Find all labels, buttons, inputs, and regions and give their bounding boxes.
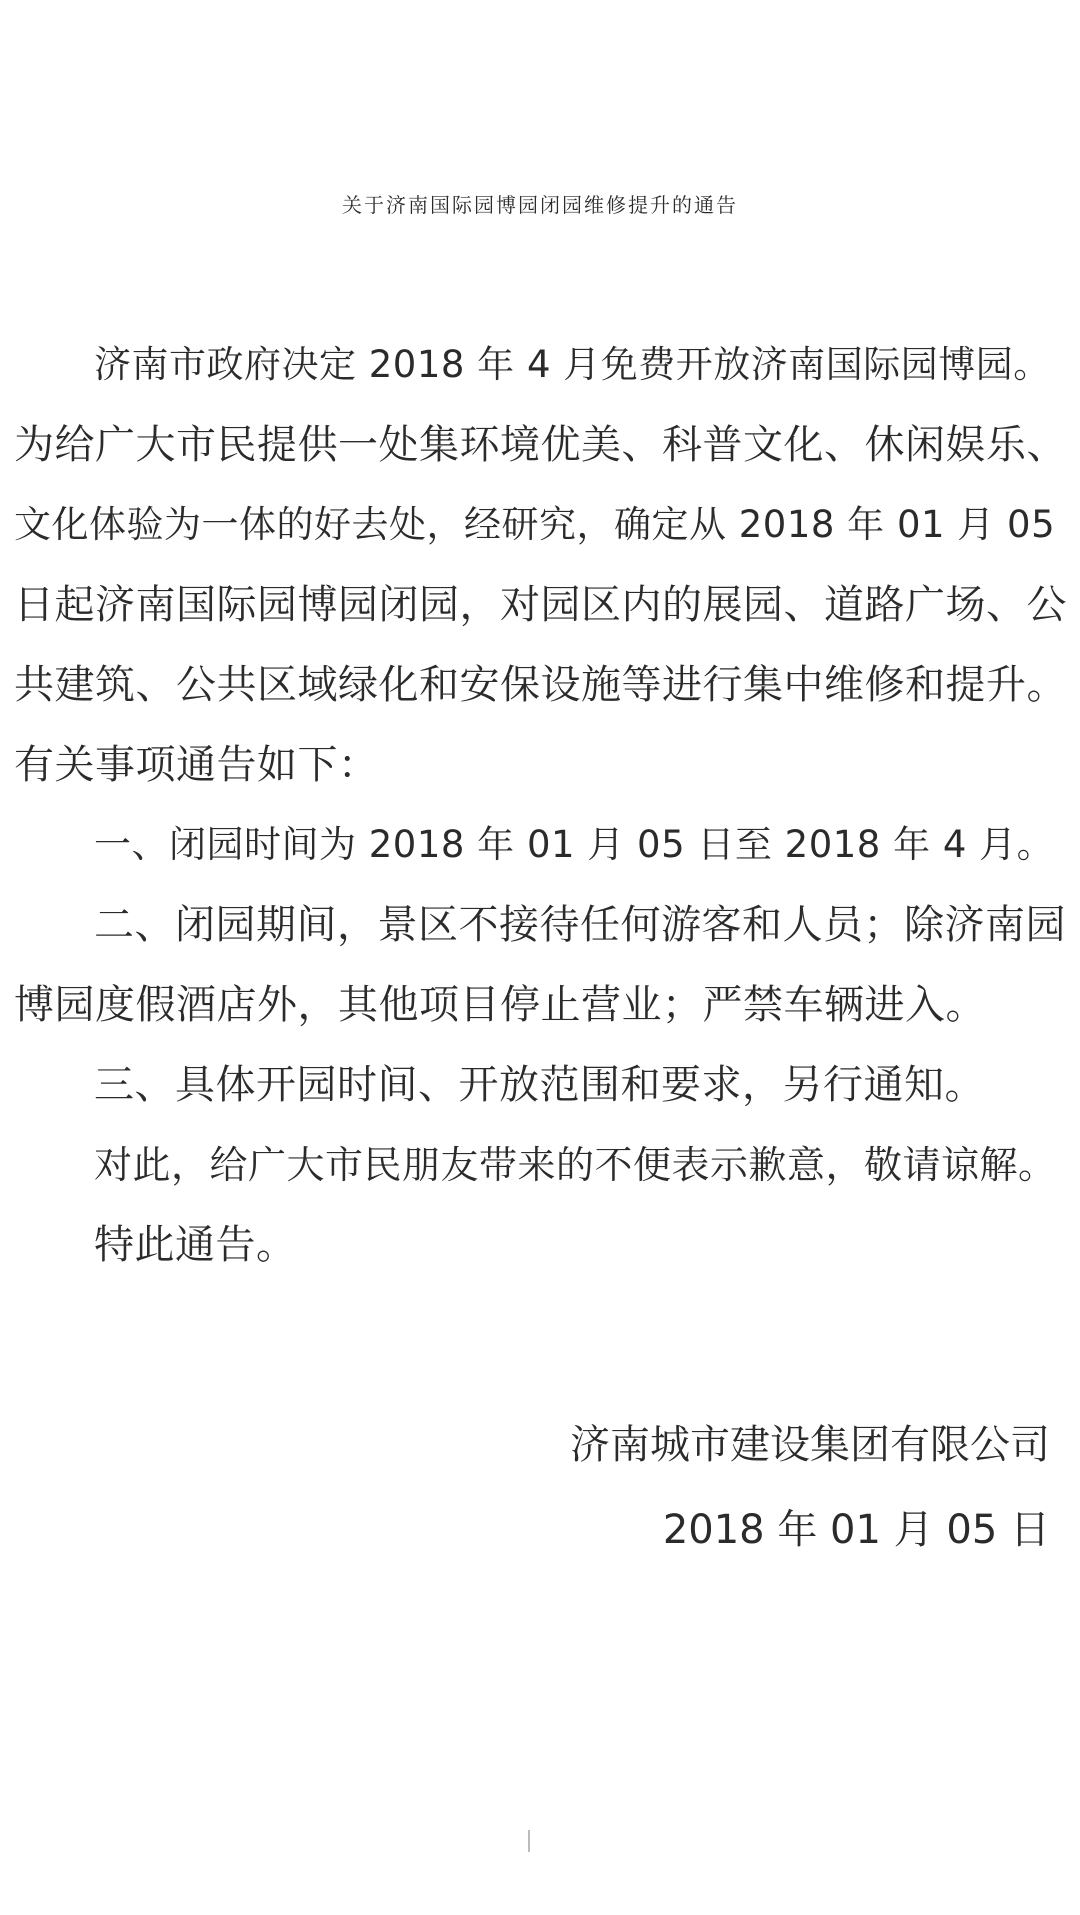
item-line-2: 二、闭园期间，景区不接待任何游客和人员；除济南园: [94, 902, 1066, 948]
intro-line-3: 文化体验为一体的好去处，经研究，确定从 2018 年 01 月 05: [14, 503, 1056, 546]
intro-line-2: 为给广大市民提供一处集环境优美、科普文化、休闲娱乐、: [14, 422, 1067, 468]
closing-line-1: 对此，给广大市民朋友带来的不便表示歉意，敬请谅解。: [94, 1143, 1057, 1187]
intro-line-4: 日起济南国际园博园闭园，对园区内的展园、道路广场、公: [14, 582, 1067, 628]
signature-organization: 济南城市建设集团有限公司: [570, 1422, 1050, 1468]
closing-line-2: 特此通告。: [94, 1222, 297, 1268]
intro-line-5: 共建筑、公共区域绿化和安保设施等进行集中维修和提升。: [14, 662, 1067, 708]
page-marker: [528, 1830, 530, 1852]
item-line-3: 博园度假酒店外，其他项目停止营业；严禁车辆进入。: [14, 982, 986, 1028]
signature-date: 2018 年 01 月 05 日: [662, 1507, 1050, 1553]
item-line-1: 一、闭园时间为 2018 年 01 月 05 日至 2018 年 4 月。: [94, 823, 1055, 866]
intro-line-6: 有关事项通告如下：: [14, 742, 379, 788]
notice-title: 关于济南国际园博园闭园维修提升的通告: [342, 193, 738, 217]
intro-line-1: 济南市政府决定 2018 年 4 月免费开放济南国际园博园。: [94, 343, 1051, 386]
item-line-4: 三、具体开园时间、开放范围和要求，另行通知。: [94, 1062, 985, 1108]
